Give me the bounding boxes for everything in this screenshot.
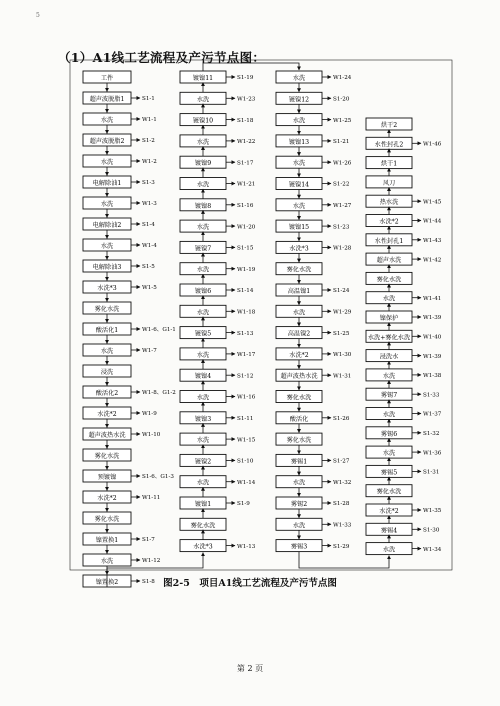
emission-tag: S1-27	[333, 458, 350, 465]
emission-tag: W1-24	[333, 75, 352, 82]
emission-tag: S1-21	[333, 139, 350, 146]
process-label: 水洗	[292, 479, 306, 487]
emission-tag: W1-31	[333, 373, 352, 380]
emission-tag: W1-36	[423, 450, 442, 457]
process-label: 水洗	[100, 243, 114, 250]
emission-tag: W1-44	[423, 218, 442, 225]
process-label: 水洗	[100, 348, 114, 355]
emission-tag: W1-22	[237, 139, 256, 146]
process-label: 水性封孔2	[374, 141, 404, 149]
emission-tag: W1-21	[237, 181, 256, 188]
process-label: 雾化水洗	[286, 437, 312, 445]
emission-tag: S1-13	[237, 330, 254, 337]
process-label: 雾锡6	[380, 430, 398, 438]
process-label: 水洗+雾化水洗	[367, 334, 411, 342]
process-label: 超声波热水洗	[88, 432, 126, 439]
emission-tag: S1-1	[142, 96, 155, 103]
process-label: 雾锡1	[290, 458, 308, 466]
process-label: 水洗	[196, 309, 210, 317]
emission-tag: W1-33	[333, 522, 352, 529]
process-label: 水洗	[292, 309, 306, 317]
emission-tag: S1-19	[237, 75, 254, 82]
process-label: 电解除油1	[92, 180, 122, 187]
emission-tag: S1-33	[423, 392, 440, 399]
emission-tag: S1-5	[142, 264, 155, 271]
process-label: 水洗	[292, 117, 306, 125]
process-label: 镀镍2	[194, 458, 212, 466]
process-label: 镀镍8	[194, 202, 212, 210]
process-label: 水洗	[292, 202, 306, 210]
emission-tag: S1-23	[333, 224, 350, 231]
emission-tag: S1-3	[142, 180, 155, 187]
emission-tag: W1-42	[423, 257, 442, 264]
process-label: 镀镍15	[288, 224, 310, 232]
process-label: 雾化水洗	[94, 516, 120, 523]
column-connector	[203, 63, 299, 71]
process-label: 风刀	[382, 179, 396, 187]
process-label: 镀镍11	[192, 75, 214, 82]
process-label: 镍置换2	[95, 579, 119, 586]
emission-tag: W1-15	[237, 437, 256, 444]
emission-tag: W1-11	[142, 495, 161, 502]
process-label: 水洗	[196, 437, 210, 445]
process-label: 雾锡3	[290, 543, 308, 551]
process-label: 预镀镍	[97, 474, 117, 481]
process-label: 水洗	[382, 546, 396, 554]
emission-tag: S1-28	[333, 501, 350, 508]
emission-tag: W1-34	[423, 546, 442, 553]
process-label: 镀镍3	[194, 415, 212, 423]
process-label: 酸活化1	[95, 327, 119, 334]
process-label: 雾锡2	[290, 501, 308, 508]
emission-tag: W1-32	[333, 479, 352, 486]
process-label: 超声波脱脂1	[89, 96, 125, 103]
process-label: 水洗	[100, 201, 114, 208]
process-label: 镀镍14	[288, 181, 310, 189]
process-label: 水洗*3	[289, 245, 309, 253]
process-label: 镀镍9	[194, 160, 212, 168]
process-label: 水洗*2	[379, 218, 399, 226]
emission-tag: W1-46	[423, 141, 442, 148]
process-label: 镀镍6	[194, 288, 212, 295]
process-label: 雾化水洗	[376, 488, 402, 496]
emission-tag: S1-18	[237, 117, 254, 124]
emission-tag: W1-27	[333, 203, 352, 209]
emission-tag: S1-9	[237, 501, 250, 508]
process-label: 水洗	[100, 159, 114, 166]
process-label: 水洗*3	[97, 285, 117, 292]
process-label: 水洗	[196, 138, 210, 146]
emission-tag: W1-28	[333, 245, 352, 252]
emission-tag: W1-16	[237, 394, 256, 401]
emission-tag: S1-12	[237, 373, 254, 380]
emission-tag: W1-12	[142, 558, 161, 565]
emission-tag: W1-26	[333, 160, 352, 167]
process-label: 水洗	[292, 75, 306, 82]
process-label: 水洗	[382, 295, 396, 303]
emission-tag: S1-17	[237, 160, 254, 167]
emission-tag: W1-5	[142, 285, 157, 292]
emission-tag: W1-45	[423, 199, 442, 206]
emission-tag: W1-14	[237, 479, 256, 486]
process-label: 水洗	[196, 394, 210, 402]
process-label: 水性封孔1	[374, 237, 404, 245]
emission-tag: W1-19	[237, 266, 256, 273]
process-label: 水洗	[196, 479, 210, 487]
emission-tag: W1-1	[142, 117, 157, 124]
process-label: 浸洗	[100, 369, 114, 376]
process-label: 雾锡5	[380, 469, 398, 477]
emission-tag: S1-22	[333, 181, 350, 188]
process-label: 镍保护	[379, 315, 399, 322]
process-label: 镀镍1	[194, 501, 212, 508]
process-label: 雾化水洗	[286, 266, 312, 274]
emission-tag: W1-9	[142, 411, 157, 418]
process-label: 雾化水洗	[94, 306, 120, 313]
emission-tag: S1-16	[237, 203, 254, 209]
process-label: 水洗	[196, 266, 210, 274]
process-label: 高温镍2	[287, 330, 311, 338]
process-label: 水洗	[196, 351, 210, 359]
process-label: 水洗*2	[97, 495, 117, 502]
emission-tag: S1-20	[333, 96, 350, 103]
process-label: 水洗	[382, 411, 396, 419]
process-label: 雾化水洗	[376, 276, 402, 284]
emission-tag: S1-10	[237, 458, 254, 465]
emission-tag: S1-6、G1-3	[142, 474, 174, 481]
emission-tag: S1-29	[333, 543, 350, 550]
process-label: 热水洗	[379, 199, 399, 207]
emission-tag: W1-13	[237, 543, 256, 550]
process-label: 镀镍5	[194, 330, 212, 338]
emission-tag: W1-2	[142, 159, 157, 166]
emission-tag: W1-7	[142, 348, 157, 355]
emission-tag: W1-40	[423, 334, 442, 341]
emission-tag: W1-8、G1-2	[142, 390, 176, 397]
emission-tag: W1-25	[333, 117, 352, 124]
emission-tag: W1-30	[333, 352, 352, 359]
process-label: 水洗	[100, 558, 114, 565]
section-heading: （1）A1线工艺流程及产污节点图：	[58, 50, 266, 65]
emission-tag: S1-2	[142, 138, 155, 145]
corner-mark: 5	[36, 12, 40, 19]
process-label: 酸活化2	[95, 390, 119, 397]
process-label: 镀镍4	[194, 373, 212, 381]
emission-tag: W1-20	[237, 224, 256, 231]
emission-tag: S1-32	[423, 431, 440, 437]
emission-tag: W1-43	[423, 238, 442, 244]
emission-tag: W1-41	[423, 295, 442, 302]
emission-tag: S1-7	[142, 537, 155, 544]
emission-tag: S1-31	[423, 469, 440, 476]
process-label: 镀镍13	[288, 138, 310, 146]
process-label: 高温镍1	[287, 288, 311, 295]
process-label: 酸活化	[289, 415, 309, 423]
emission-tag: S1-26	[333, 416, 350, 422]
process-label: 雾锡7	[380, 392, 398, 400]
process-label: 工件	[100, 75, 114, 82]
emission-tag: S1-24	[333, 288, 350, 295]
emission-tag: W1-18	[237, 309, 256, 316]
emission-tag: W1-35	[423, 508, 442, 515]
process-label: 镀镍10	[192, 117, 214, 125]
process-label: 水洗	[196, 224, 210, 232]
emission-tag: S1-8	[142, 579, 155, 586]
process-label: 水洗	[382, 372, 396, 380]
process-label: 雾化水洗	[190, 522, 216, 530]
process-label: 镍置换1	[95, 537, 119, 544]
process-label: 电解除油2	[92, 222, 122, 229]
process-label: 雾锡4	[380, 527, 398, 535]
process-label: 水洗	[100, 117, 114, 124]
process-label: 水洗	[196, 96, 210, 104]
emission-tag: S1-15	[237, 245, 254, 252]
process-label: 雾化水洗	[94, 453, 120, 460]
process-label: 电解除油3	[92, 264, 122, 271]
emission-tag: W1-23	[237, 96, 256, 103]
emission-tag: W1-37	[423, 411, 442, 418]
process-label: 超声波热水洗	[280, 373, 318, 381]
process-label: 水洗	[292, 522, 306, 530]
emission-tag: S1-4	[142, 222, 155, 229]
process-label: 水洗	[196, 181, 210, 189]
emission-tag: S1-25	[333, 330, 350, 337]
process-label: 镀镍12	[288, 96, 310, 104]
figure-caption: 图2-5 项目A1线工艺流程及产污节点图	[163, 578, 337, 589]
emission-tag: W1-6、G1-1	[142, 327, 176, 334]
emission-tag: W1-10	[142, 432, 161, 439]
process-label: 超声波脱脂2	[89, 138, 125, 145]
emission-tag: W1-39	[423, 353, 442, 360]
emission-tag: W1-3	[142, 201, 157, 208]
emission-tag: W1-38	[423, 373, 442, 380]
emission-tag: S1-11	[237, 416, 254, 422]
process-label: 烘干2	[380, 122, 398, 129]
process-label: 镀镍7	[194, 245, 212, 253]
process-label: 水洗*2	[97, 411, 117, 418]
emission-tag: S1-14	[237, 288, 254, 295]
process-label: 水洗*2	[289, 351, 309, 359]
process-label: 浸洗水	[379, 353, 399, 361]
emission-tag: W1-29	[333, 309, 352, 316]
page-number: 第 2 页	[236, 664, 264, 673]
emission-tag: W1-17	[237, 352, 256, 359]
process-label: 超声水洗	[376, 257, 402, 265]
process-label: 水洗	[292, 160, 306, 168]
process-label: 水洗*2	[379, 508, 399, 515]
emission-tag: S1-30	[423, 527, 440, 534]
emission-tag: W1-39	[423, 315, 442, 322]
process-label: 水洗*3	[193, 543, 213, 551]
process-label: 烘干1	[380, 160, 398, 168]
emission-tag: W1-4	[142, 243, 157, 250]
process-label: 雾化水洗	[286, 394, 312, 402]
process-label: 水洗	[382, 450, 396, 458]
